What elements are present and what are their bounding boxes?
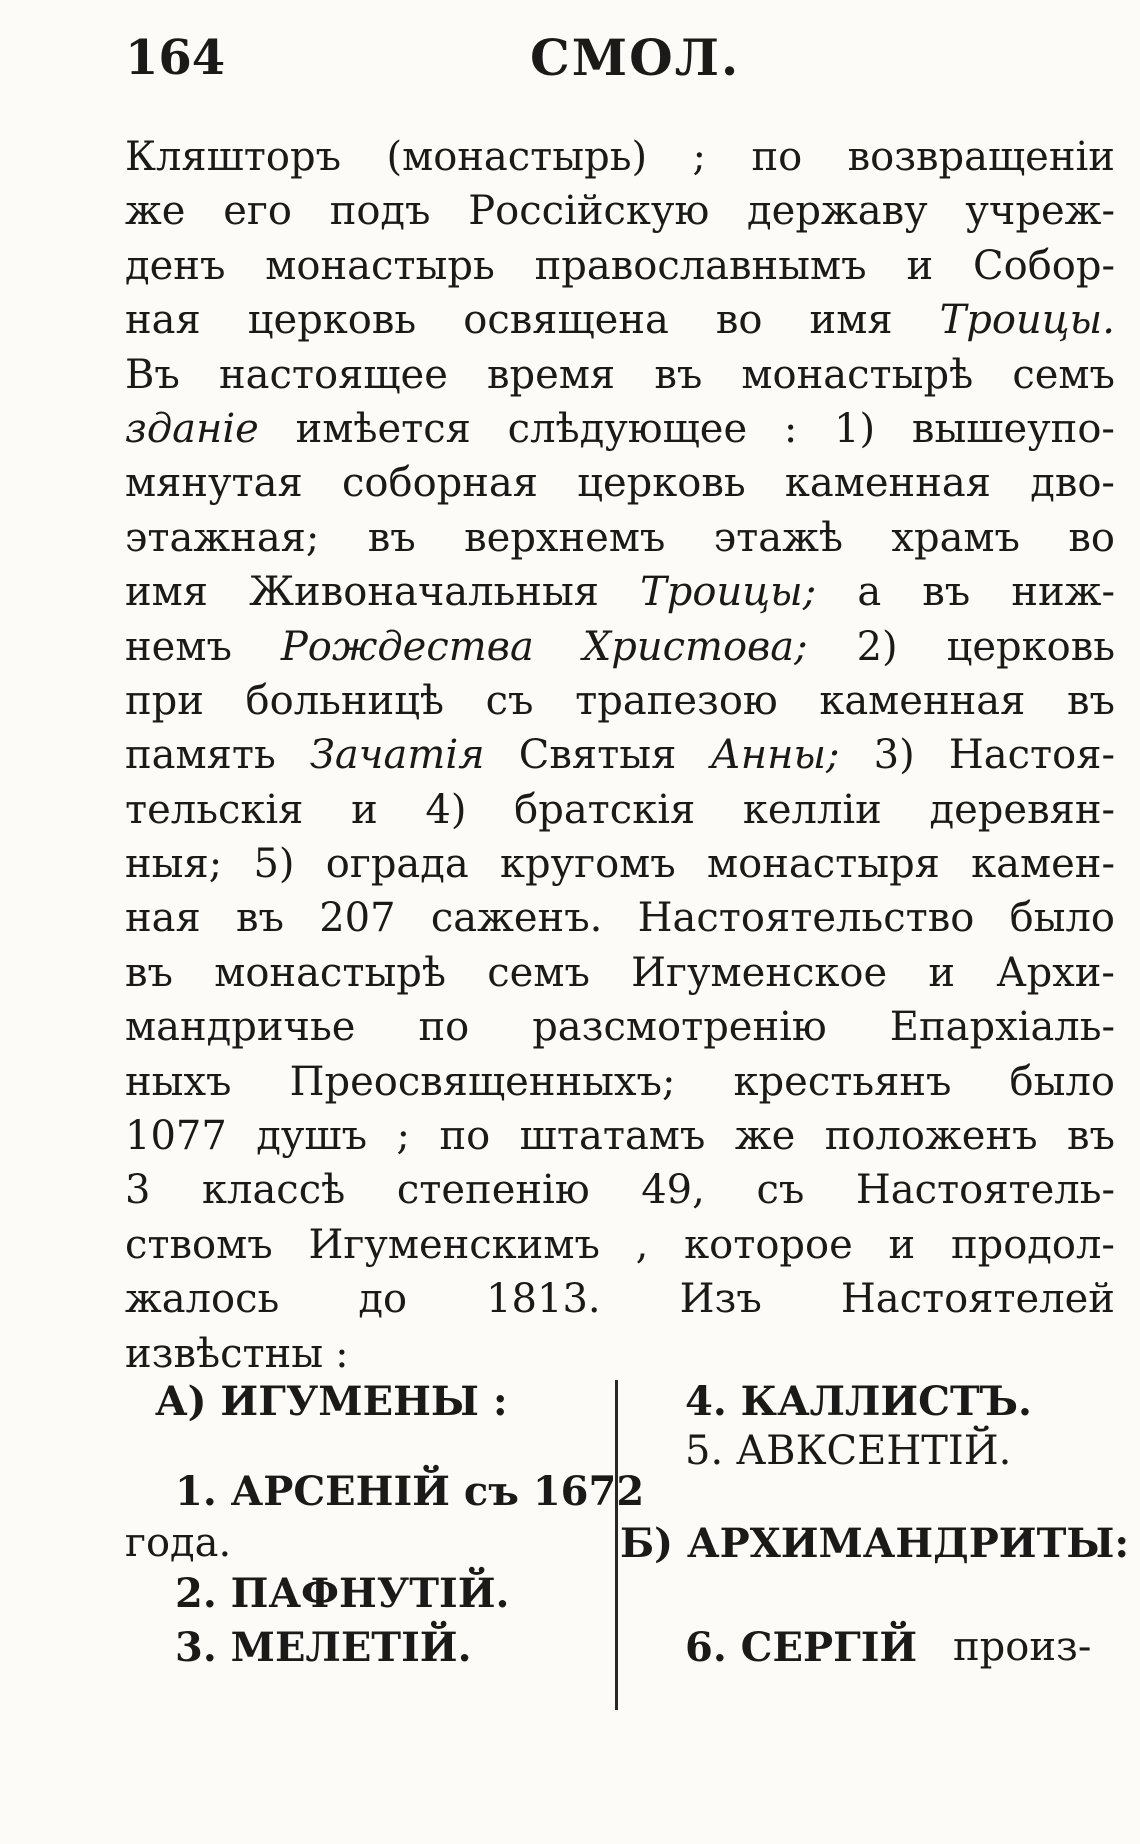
- text-word: Настоя-: [948, 732, 1115, 779]
- text-word: Преосвященныхъ;: [289, 1058, 676, 1105]
- text-word: вышеупо-: [911, 405, 1115, 452]
- text-word: соборная: [342, 460, 539, 507]
- text-word: камен-: [971, 841, 1115, 888]
- text-word: келліи: [742, 786, 882, 833]
- text-word: во: [715, 297, 763, 344]
- text-word: извѣстны: [125, 1330, 324, 1377]
- text-line: [125, 783, 1115, 837]
- text-word: ствомъ: [125, 1221, 273, 1268]
- text-word: въ: [236, 895, 284, 942]
- text-word: Епархіаль-: [889, 1004, 1115, 1051]
- text-line: [125, 456, 1115, 510]
- text-word: по: [418, 1004, 470, 1051]
- text-word: же: [125, 188, 186, 235]
- text-word: въ: [125, 949, 173, 996]
- text-word: 1077: [125, 1113, 227, 1160]
- text-word: при: [125, 677, 204, 724]
- text-word: 5): [253, 841, 295, 888]
- text-word: Кляшторъ: [125, 134, 342, 180]
- text-word: державу: [747, 188, 928, 235]
- text-word: мянутая: [125, 460, 303, 507]
- list-item-2: 2. ПАФНУТІЙ.: [175, 1570, 510, 1617]
- text-word: Собор-: [973, 242, 1115, 289]
- text-word: ныхъ: [125, 1058, 232, 1105]
- text-word: церковь: [577, 460, 746, 507]
- text-line: [125, 1055, 1115, 1109]
- text-word: каменная: [784, 460, 991, 507]
- text-word: имя: [125, 569, 209, 616]
- text-word: разсмотренію: [532, 1004, 827, 1051]
- text-word: деревян-: [929, 786, 1115, 833]
- text-word: продол-: [950, 1221, 1115, 1268]
- heading-abbots: А) ИГУМЕНЫ :: [155, 1378, 508, 1425]
- text-word: 2): [856, 623, 898, 670]
- text-word: было: [1009, 895, 1115, 942]
- text-word: немъ: [125, 623, 232, 670]
- text-line: [125, 1163, 1115, 1217]
- list-item-1: 1. АРСЕНІЙ съ 1672: [175, 1468, 645, 1515]
- text-word: денъ: [125, 242, 226, 289]
- text-word: этажѣ: [713, 514, 844, 561]
- text-word: душъ: [256, 1113, 368, 1160]
- heading-archimandrites: Б) АРХИМАНДРИТЫ:: [620, 1520, 1130, 1567]
- text-word: семъ: [1012, 351, 1115, 398]
- text-word: Троицы;: [640, 569, 817, 616]
- text-word: 4): [425, 786, 467, 833]
- text-word: имѣется: [295, 405, 471, 452]
- text-word: до: [358, 1276, 408, 1323]
- text-word: въ: [922, 569, 971, 616]
- text-word: кругомъ: [500, 841, 676, 888]
- text-word: Анны;: [710, 732, 840, 779]
- text-line: [125, 1272, 1115, 1326]
- text-word: Россійскую: [468, 188, 710, 235]
- text-word: Въ: [125, 351, 180, 398]
- text-word: въ: [654, 351, 703, 398]
- list-item-6-continuation: произ-: [953, 1624, 1092, 1670]
- text-word: ныя;: [125, 841, 223, 888]
- text-line: [125, 1218, 1115, 1272]
- text-line: [125, 402, 1115, 456]
- text-word: 1): [834, 405, 876, 452]
- text-line: [125, 130, 1115, 184]
- text-word: 49,: [641, 1167, 705, 1214]
- text-word: монастырь: [265, 242, 495, 289]
- text-word: верхнемъ: [464, 514, 666, 561]
- text-word: братскія: [514, 786, 696, 833]
- text-word: церковь: [946, 623, 1115, 670]
- list-item-6: 6. СЕРГІЙ: [685, 1624, 918, 1671]
- text-word: во: [1068, 514, 1115, 561]
- text-word: :: [335, 1330, 349, 1377]
- text-word: Зачатія: [309, 732, 485, 779]
- text-word: Христова;: [582, 623, 808, 670]
- text-word: память: [125, 732, 276, 779]
- text-word: учреж-: [965, 188, 1115, 235]
- text-word: 3: [125, 1167, 151, 1214]
- text-line: [125, 565, 1115, 619]
- text-word: Настоятельство: [637, 895, 975, 942]
- page-header: [125, 22, 1115, 102]
- text-word: имя: [809, 297, 893, 344]
- column-divider: [615, 1380, 618, 1710]
- text-word: ;: [396, 1113, 410, 1160]
- text-word: монастырѣ: [741, 351, 974, 398]
- text-word: Игуменское: [631, 949, 888, 996]
- text-word: ная: [125, 297, 201, 344]
- text-line: [125, 837, 1115, 891]
- text-word: Живоначальныя: [249, 569, 600, 616]
- text-word: каменная: [819, 677, 1026, 724]
- text-word: и: [351, 786, 378, 833]
- text-word: церковь: [247, 297, 417, 344]
- text-line: [125, 1000, 1115, 1054]
- text-word: Настоятель-: [855, 1167, 1115, 1214]
- text-word: трапезою: [575, 677, 778, 724]
- text-word: которое: [684, 1221, 853, 1268]
- text-line: [125, 728, 1115, 782]
- text-word: съ: [756, 1167, 805, 1214]
- text-word: больницѣ: [245, 677, 445, 724]
- text-word: ;: [692, 134, 707, 180]
- text-line: [125, 184, 1115, 238]
- text-word: Святыя: [518, 732, 677, 779]
- text-word: и: [906, 242, 934, 289]
- text-line: [125, 891, 1115, 945]
- text-word: же: [734, 1113, 796, 1160]
- running-head: СМОЛ.: [530, 28, 741, 87]
- text-word: Троицы.: [939, 297, 1115, 344]
- text-line: [125, 239, 1115, 293]
- text-word: тельскія: [125, 786, 304, 833]
- list-item-5: 5. АВКСЕНТІЙ.: [685, 1428, 1012, 1474]
- text-word: слѣдующее: [507, 405, 748, 452]
- text-word: семъ: [487, 949, 590, 996]
- text-line: [125, 293, 1115, 347]
- text-word: мандричье: [125, 1004, 356, 1051]
- text-word: 3): [873, 732, 915, 779]
- text-word: Настоятелей: [840, 1276, 1115, 1323]
- text-word: возвращеніи: [847, 134, 1115, 180]
- text-word: въ: [1066, 677, 1115, 724]
- text-word: ная: [125, 895, 201, 942]
- text-word: его: [223, 188, 292, 235]
- text-line: [125, 620, 1115, 674]
- text-word: ,: [635, 1221, 649, 1268]
- text-word: крестьянъ: [733, 1058, 952, 1105]
- text-word: въ: [367, 514, 416, 561]
- text-word: Рождества: [280, 623, 534, 670]
- text-word: монастырѣ: [214, 949, 447, 996]
- text-line: [125, 348, 1115, 402]
- text-word: Игуменскимъ: [308, 1221, 600, 1268]
- text-word: ниж-: [1011, 569, 1115, 616]
- text-word: жалось: [125, 1276, 280, 1323]
- text-word: положенъ: [824, 1113, 1038, 1160]
- text-word: православнымъ: [534, 242, 867, 289]
- text-word: освящена: [463, 297, 669, 344]
- text-line: [125, 674, 1115, 728]
- text-word: :: [783, 405, 798, 452]
- text-word: классѣ: [202, 1167, 346, 1214]
- text-word: саженъ.: [430, 895, 603, 942]
- abbot-lists: [125, 1370, 1130, 1700]
- page-number: 164: [125, 30, 226, 86]
- text-word: подъ: [329, 188, 431, 235]
- text-word: Изъ: [679, 1276, 762, 1323]
- text-word: 1813.: [486, 1276, 601, 1323]
- text-word: было: [1009, 1058, 1115, 1105]
- text-word: время: [487, 351, 616, 398]
- text-word: и: [928, 949, 956, 996]
- text-word: и: [888, 1221, 916, 1268]
- text-word: по: [439, 1113, 491, 1160]
- text-word: Архи-: [996, 949, 1115, 996]
- text-word: степенію: [396, 1167, 590, 1214]
- text-word: штатамъ: [519, 1113, 706, 1160]
- text-word: съ: [485, 677, 534, 724]
- text-word: по: [751, 134, 803, 180]
- text-word: зданіе: [125, 405, 259, 452]
- text-word: (монастырь): [386, 134, 648, 180]
- text-word: монастыря: [707, 841, 940, 888]
- body-paragraph: [125, 130, 1115, 1381]
- text-line: [125, 946, 1115, 1000]
- list-item-1-continuation: года.: [125, 1520, 232, 1566]
- text-line: [125, 1109, 1115, 1163]
- text-word: храмъ: [891, 514, 1020, 561]
- list-item-4: 4. КАЛЛИСТЪ.: [685, 1378, 1032, 1425]
- text-word: дво-: [1030, 460, 1115, 507]
- text-word: этажная;: [125, 514, 320, 561]
- text-word: а: [857, 569, 882, 616]
- text-word: въ: [1067, 1113, 1115, 1160]
- text-line: [125, 511, 1115, 565]
- text-word: ограда: [325, 841, 469, 888]
- list-item-3: 3. МЕЛЕТІЙ.: [175, 1624, 472, 1671]
- text-word: 207: [319, 895, 396, 942]
- text-word: настоящее: [218, 351, 448, 398]
